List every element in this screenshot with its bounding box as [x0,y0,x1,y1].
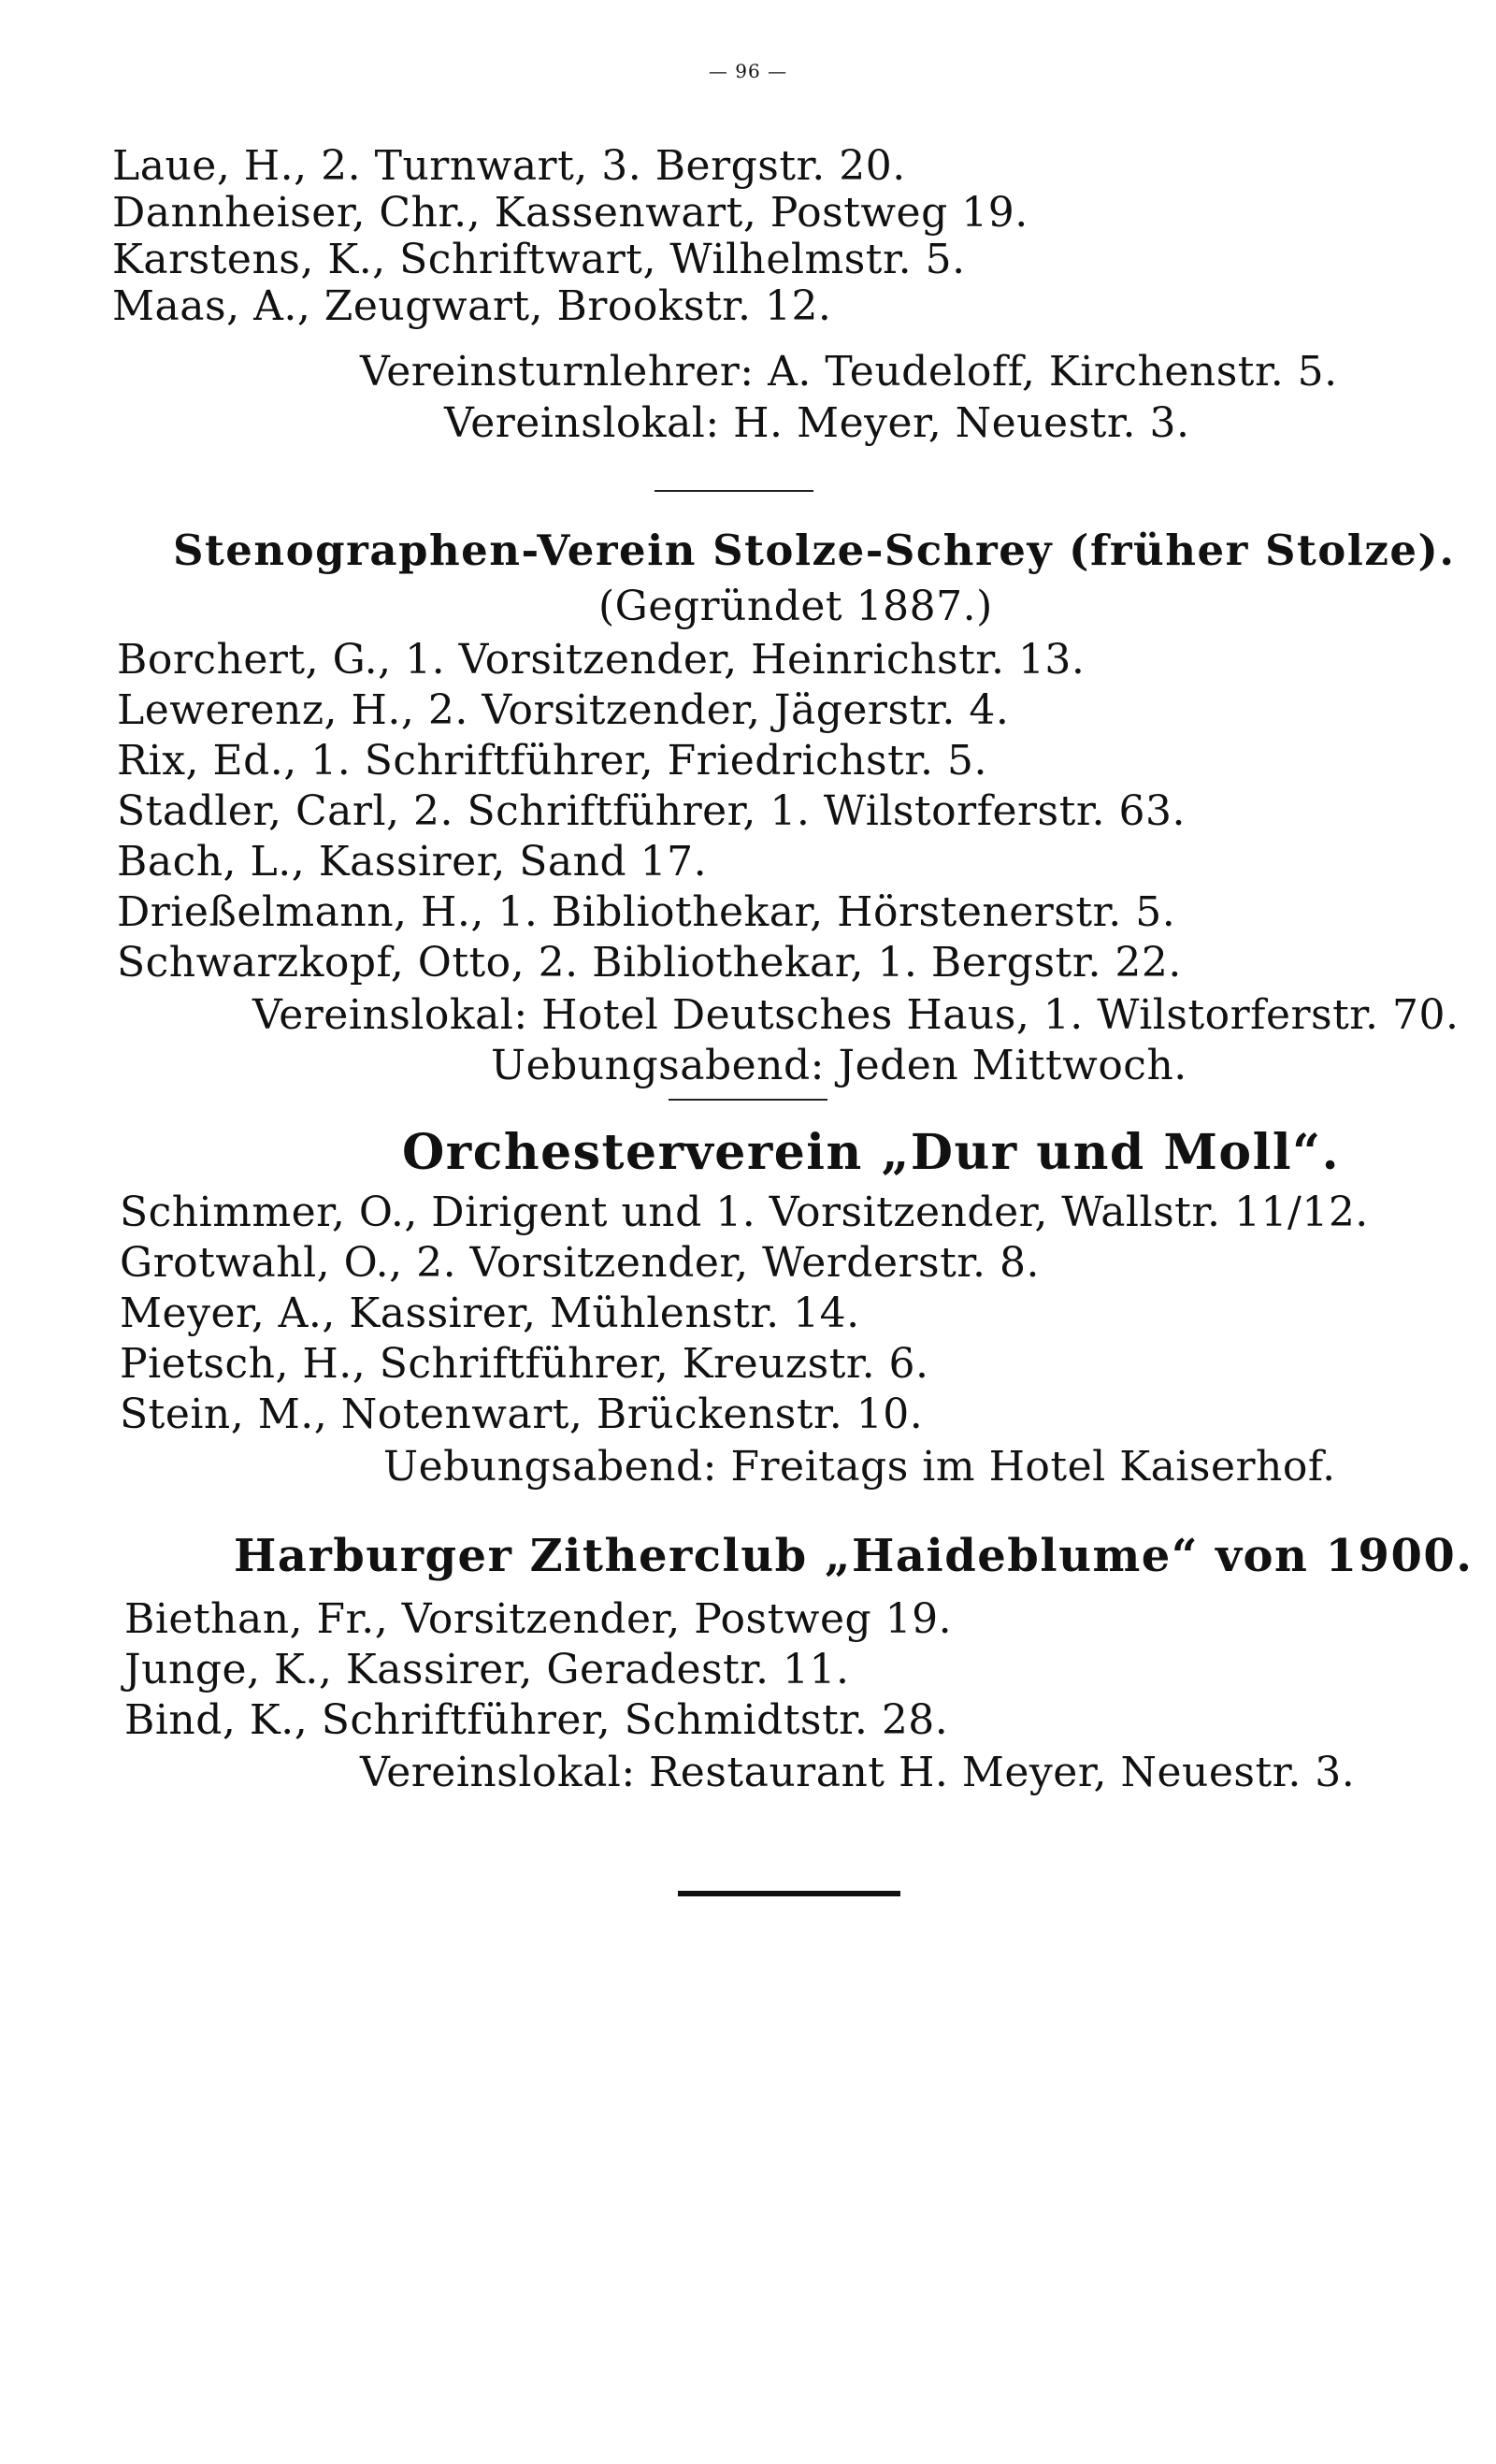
member-entry: Pietsch, H., Schriftführer, Kreuzstr. 6. [120,1340,929,1388]
member-entry: Dannheiser, Chr., Kassenwart, Postweg 19. [112,189,1028,237]
member-entry: Drießelmann, H., 1. Bibliothekar, Hörstenerstr. 5. [117,888,1176,936]
member-entry: Biethan, Fr., Vorsitzender, Postweg 19. [124,1595,953,1643]
section-divider [654,490,813,492]
member-entry: Schimmer, O., Dirigent und 1. Vorsitzender, Wallstr. 11/12. [120,1189,1369,1236]
member-entry: Rix, Ed., 1. Schriftführer, Friedrichstr. 5. [117,737,987,785]
founding-note: (Gegründet 1887.) [598,583,993,630]
member-entry: Karstens, K., Schriftwart, Wilhelmstr. 5. [112,236,966,283]
club-note: Uebungsabend: Jeden Mittwoch. [491,1042,1187,1089]
member-entry: Bind, K., Schriftführer, Schmidtstr. 28. [124,1696,949,1744]
member-entry: Bach, L., Kassirer, Sand 17. [117,838,708,886]
member-entry: Meyer, A., Kassirer, Mühlenstr. 14. [120,1290,860,1337]
club-note: Vereinsturnlehrer: A. Teudeloff, Kirchenstr. 5. [360,348,1338,396]
member-entry: Laue, H., 2. Turnwart, 3. Bergstr. 20. [112,142,906,190]
section-title: Harburger Zitherclub „Haideblume“ von 1900. [234,1530,1474,1582]
section-title: Orchesterverein „Dur und Moll“. [402,1124,1341,1181]
member-entry: Stein, M., Notenwart, Brückenstr. 10. [120,1391,924,1438]
club-note: Uebungsabend: Freitags im Hotel Kaiserhof. [383,1443,1336,1491]
member-entry: Stadler, Carl, 2. Schriftführer, 1. Wilstorferstr. 63. [117,787,1186,835]
page-number: — 96 — [708,60,788,82]
member-entry: Lewerenz, H., 2. Vorsitzender, Jägerstr. 4. [117,686,1010,734]
club-note: Vereinslokal: Restaurant H. Meyer, Neuestr. 3. [360,1749,1356,1796]
member-entry: Junge, K., Kassirer, Geradestr. 11. [124,1646,850,1693]
club-note: Vereinslokal: Hotel Deutsches Haus, 1. Wilstorferstr. 70. [252,991,1460,1039]
member-entry: Schwarzkopf, Otto, 2. Bibliothekar, 1. Bergstr. 22. [117,939,1182,987]
member-entry: Grotwahl, O., 2. Vorsitzender, Werderstr. 8. [120,1239,1040,1287]
member-entry: Maas, A., Zeugwart, Brookstr. 12. [112,282,832,330]
section-divider [669,1099,827,1101]
end-rule [678,1891,900,1896]
member-entry: Borchert, G., 1. Vorsitzender, Heinrichstr. 13. [117,636,1086,684]
section-title: Stenographen-Verein Stolze-Schrey (früher Stolze). [173,526,1456,575]
club-note: Vereinslokal: H. Meyer, Neuestr. 3. [444,399,1190,447]
